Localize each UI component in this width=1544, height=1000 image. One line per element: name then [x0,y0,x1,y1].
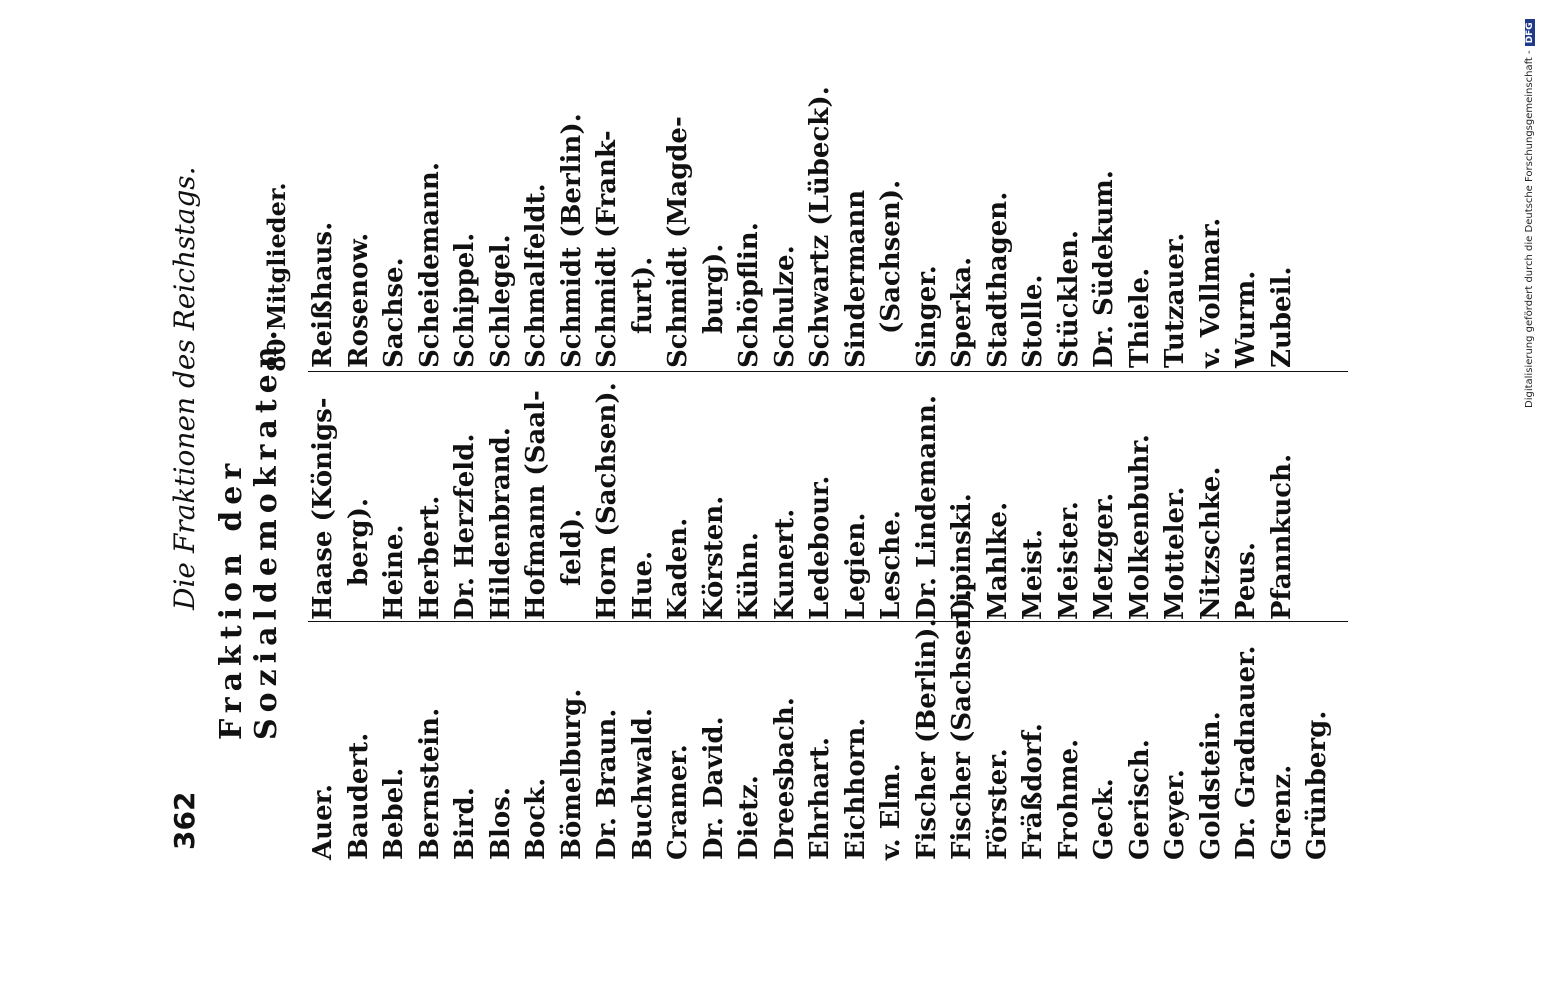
member-name: Hildenbrand. [485,427,516,620]
member-name: Mahlke. [982,501,1013,620]
member-name: Schmidt (Berlin). [556,113,587,368]
member-name: Körsten. [698,495,729,620]
member-name: Schippel. [450,232,480,368]
member-name: Nitzschke. [1195,466,1226,620]
member-name: Eichhorn. [840,717,871,860]
member-name: Hue. [627,550,658,620]
member-name: Molkenbuhr. [1124,434,1155,620]
member-name: Sachse. [379,257,409,368]
member-column-3 [306,68,1300,368]
member-name: Dietz. [734,775,764,860]
member-name: Cramer. [663,744,693,860]
member-name: Gerisch. [1124,739,1155,860]
member-name: Schmidt (Magde- [663,116,693,368]
member-name: Stadthagen. [982,191,1013,368]
member-name: burg). [698,243,729,334]
member-name: Rosenow. [343,232,374,368]
member-name: Haase (Königs- [308,397,338,620]
member-name: Thiele. [1124,267,1155,368]
member-name: Schulze. [769,245,800,368]
member-name: Grünberg. [1302,710,1332,860]
member-name: Blos. [485,787,516,860]
member-name: Schlegel. [485,234,516,368]
member-name: Dr. Braun. [592,708,622,860]
member-name: Bird. [450,787,480,860]
member-name: (Sachsen). [876,179,906,334]
member-name: Stücklen. [1053,230,1084,368]
member-name: Schwartz (Lübeck). [805,86,835,368]
member-name: Bebel. [379,767,409,860]
member-name: Dreesbach. [769,697,800,860]
member-name: Bernstein. [414,707,445,860]
running-head: Die Fraktionen des Reichstags. [168,166,201,610]
member-name: Peus. [1231,542,1261,620]
member-name: Wurm. [1231,270,1261,368]
member-name: Goldstein. [1195,711,1226,860]
member-name: Frohme. [1053,738,1084,860]
member-name: Geyer. [1160,769,1190,860]
member-name: Bock. [521,777,551,860]
page-header [168,130,208,850]
member-name: Herbert. [414,495,445,620]
member-name: Ledebour. [805,475,835,620]
page-number: 362 [168,791,201,850]
member-name: Tutzauer. [1160,232,1190,368]
member-name: v. Elm. [876,763,906,860]
member-name: Dr. Südekum. [1089,170,1119,368]
member-name: feld). [556,508,587,586]
member-name: Dr. Gradnauer. [1231,645,1261,860]
credit-text: Digitalisierung gefördert durch die Deutsche Forschungsgemeinschaft - [1524,50,1535,408]
section-title: Fraktion der Sozialdemokraten. [214,324,284,740]
dfg-logo: DFG [1525,19,1535,46]
member-name: Metzger. [1089,492,1119,620]
member-name: Motteler. [1160,486,1190,620]
member-name: Legien. [840,512,871,620]
member-name: Reißhaus. [308,221,338,368]
member-name: Sindermann [840,189,871,368]
member-name: Förster. [982,748,1013,860]
member-name: Lipinski. [947,493,977,620]
member-count: 80 Mitglieder. [262,182,291,372]
member-name: Grenz. [1266,764,1297,860]
member-name: Meister. [1053,501,1084,620]
rotated-book-page [150,60,1440,920]
member-name: Schmidt (Frank- [592,130,622,368]
member-name: Fischer (Berlin). [911,618,942,860]
member-name: Fischer (Sachsen). [947,588,977,860]
member-name: Hofmann (Saal- [521,390,551,620]
member-name: Fräßdorf. [1018,723,1048,860]
member-name: Zubeil. [1266,266,1297,368]
member-name: Horn (Sachsen). [592,382,622,620]
member-name: Baudert. [343,732,374,860]
member-name: Geck. [1089,778,1119,860]
member-name: Sperka. [947,256,977,368]
member-name: Kaden. [663,517,693,620]
member-name: Pfannkuch. [1266,453,1297,620]
member-name: Auer. [308,784,338,860]
member-name: Ehrhart. [805,737,835,860]
member-name: Stolle. [1018,274,1048,368]
member-name: Lesche. [876,510,906,620]
member-name: Meist. [1018,529,1048,620]
member-name: v. Vollmar. [1195,217,1226,368]
member-name: Schmalfeldt. [521,183,551,368]
member-name: Scheidemann. [414,162,445,368]
member-name: Bömelburg. [556,688,587,860]
member-name: Dr. Herzfeld. [450,433,480,620]
member-name: Buchwald. [627,708,658,860]
member-name: Schöpflin. [734,222,764,368]
member-name: Dr. Lindemann. [911,395,942,620]
member-name: Dr. David. [698,716,729,860]
member-name: Singer. [911,265,942,368]
member-name: berg). [343,498,374,586]
member-name: Kühn. [734,532,764,620]
member-name: Kunert. [769,508,800,620]
digitization-credit [1522,8,1542,408]
member-name: furt). [627,256,658,334]
member-name: Heine. [379,524,409,620]
